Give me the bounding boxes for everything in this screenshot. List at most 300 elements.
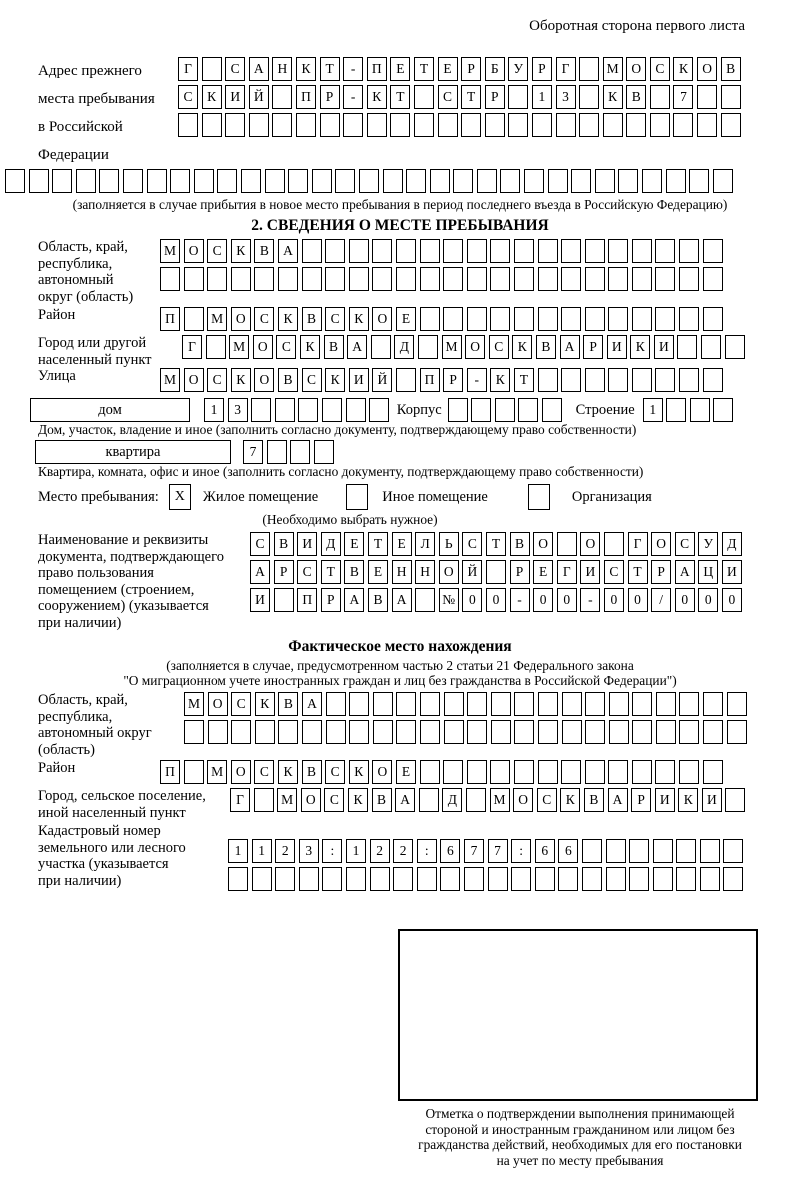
char-cell[interactable]: П — [296, 85, 316, 109]
char-cell[interactable] — [372, 267, 392, 291]
char-cell[interactable] — [585, 267, 605, 291]
char-cell[interactable] — [679, 692, 699, 716]
char-cell[interactable]: И — [655, 788, 675, 812]
char-cell[interactable] — [249, 113, 269, 137]
char-cell[interactable] — [414, 113, 434, 137]
char-cell[interactable]: О — [372, 760, 392, 784]
char-cell[interactable] — [701, 335, 721, 359]
char-cell[interactable]: - — [467, 368, 487, 392]
char-cell[interactable]: А — [608, 788, 628, 812]
char-cell[interactable]: Т — [628, 560, 648, 584]
char-cell[interactable] — [488, 867, 508, 891]
checkbox-organizatsiya[interactable] — [528, 484, 550, 510]
char-cell[interactable] — [608, 368, 628, 392]
char-cell[interactable] — [467, 720, 487, 744]
char-cell[interactable] — [703, 692, 723, 716]
char-cell[interactable] — [406, 169, 426, 193]
char-cell[interactable]: В — [274, 532, 294, 556]
char-cell[interactable]: 7 — [464, 839, 484, 863]
char-cell[interactable] — [561, 368, 581, 392]
char-cell[interactable]: О — [253, 335, 273, 359]
char-cell[interactable] — [490, 267, 510, 291]
char-cell[interactable] — [241, 169, 261, 193]
char-cell[interactable]: Т — [514, 368, 534, 392]
char-cell[interactable]: 1 — [346, 839, 366, 863]
char-cell[interactable]: Н — [392, 560, 412, 584]
char-cell[interactable]: В — [278, 692, 298, 716]
char-cell[interactable] — [326, 692, 346, 716]
char-cell[interactable]: Ь — [439, 532, 459, 556]
char-cell[interactable] — [556, 113, 576, 137]
char-cell[interactable] — [656, 692, 676, 716]
char-cell[interactable]: Т — [461, 85, 481, 109]
char-cell[interactable] — [371, 335, 391, 359]
char-cell[interactable]: Т — [321, 560, 341, 584]
char-cell[interactable] — [349, 239, 369, 263]
char-cell[interactable]: К — [348, 788, 368, 812]
char-cell[interactable]: 0 — [557, 588, 577, 612]
char-cell[interactable] — [579, 113, 599, 137]
char-cell[interactable] — [302, 267, 322, 291]
char-cell[interactable] — [326, 720, 346, 744]
char-cell[interactable]: Р — [532, 57, 552, 81]
char-cell[interactable]: Д — [321, 532, 341, 556]
char-cell[interactable] — [548, 169, 568, 193]
char-cell[interactable] — [676, 867, 696, 891]
char-cell[interactable] — [721, 113, 741, 137]
char-cell[interactable] — [255, 720, 275, 744]
char-cell[interactable] — [275, 867, 295, 891]
char-cell[interactable] — [99, 169, 119, 193]
char-cell[interactable] — [206, 335, 226, 359]
char-cell[interactable] — [655, 307, 675, 331]
char-cell[interactable]: 0 — [675, 588, 695, 612]
char-cell[interactable] — [52, 169, 72, 193]
char-cell[interactable]: К — [367, 85, 387, 109]
char-cell[interactable] — [314, 440, 334, 464]
char-cell[interactable] — [721, 85, 741, 109]
char-cell[interactable]: И — [702, 788, 722, 812]
char-cell[interactable] — [466, 788, 486, 812]
char-cell[interactable] — [609, 720, 629, 744]
char-cell[interactable]: М — [184, 692, 204, 716]
char-cell[interactable] — [346, 398, 366, 422]
char-cell[interactable] — [582, 867, 602, 891]
char-cell[interactable]: 6 — [440, 839, 460, 863]
char-cell[interactable] — [490, 239, 510, 263]
char-cell[interactable]: Д — [442, 788, 462, 812]
char-cell[interactable] — [420, 267, 440, 291]
char-cell[interactable] — [396, 239, 416, 263]
char-cell[interactable] — [697, 85, 717, 109]
char-cell[interactable]: 2 — [275, 839, 295, 863]
char-cell[interactable]: 0 — [486, 588, 506, 612]
char-cell[interactable]: И — [654, 335, 674, 359]
char-cell[interactable] — [359, 169, 379, 193]
char-cell[interactable] — [207, 267, 227, 291]
char-cell[interactable] — [373, 720, 393, 744]
char-cell[interactable]: С — [604, 560, 624, 584]
char-cell[interactable] — [490, 307, 510, 331]
char-cell[interactable] — [184, 307, 204, 331]
char-cell[interactable] — [511, 867, 531, 891]
char-cell[interactable]: С — [325, 760, 345, 784]
char-cell[interactable]: 0 — [722, 588, 742, 612]
char-cell[interactable]: 3 — [228, 398, 248, 422]
char-cell[interactable] — [443, 760, 463, 784]
char-cell[interactable]: - — [343, 57, 363, 81]
char-cell[interactable] — [700, 867, 720, 891]
char-cell[interactable] — [514, 692, 534, 716]
char-cell[interactable] — [595, 169, 615, 193]
char-cell[interactable]: О — [626, 57, 646, 81]
char-cell[interactable]: Е — [533, 560, 553, 584]
char-cell[interactable]: П — [420, 368, 440, 392]
char-cell[interactable] — [444, 692, 464, 716]
char-cell[interactable] — [420, 307, 440, 331]
char-cell[interactable]: С — [254, 307, 274, 331]
char-cell[interactable]: - — [343, 85, 363, 109]
char-cell[interactable]: В — [302, 307, 322, 331]
char-cell[interactable]: 0 — [698, 588, 718, 612]
char-cell[interactable] — [713, 169, 733, 193]
char-cell[interactable]: Й — [249, 85, 269, 109]
char-cell[interactable]: Р — [461, 57, 481, 81]
char-cell[interactable]: О — [465, 335, 485, 359]
char-cell[interactable] — [650, 113, 670, 137]
char-cell[interactable] — [443, 267, 463, 291]
char-cell[interactable] — [299, 867, 319, 891]
char-cell[interactable] — [677, 335, 697, 359]
char-cell[interactable]: 3 — [556, 85, 576, 109]
char-cell[interactable]: Т — [414, 57, 434, 81]
char-cell[interactable]: 7 — [488, 839, 508, 863]
char-cell[interactable] — [302, 720, 322, 744]
char-cell[interactable] — [703, 307, 723, 331]
char-cell[interactable] — [430, 169, 450, 193]
char-cell[interactable] — [727, 692, 747, 716]
char-cell[interactable]: 0 — [628, 588, 648, 612]
char-cell[interactable]: С — [325, 307, 345, 331]
char-cell[interactable] — [415, 588, 435, 612]
char-cell[interactable] — [272, 113, 292, 137]
char-cell[interactable]: О — [372, 307, 392, 331]
char-cell[interactable]: К — [231, 239, 251, 263]
char-cell[interactable] — [440, 867, 460, 891]
char-cell[interactable]: Б — [485, 57, 505, 81]
char-cell[interactable] — [603, 113, 623, 137]
char-cell[interactable]: У — [508, 57, 528, 81]
char-cell[interactable] — [302, 239, 322, 263]
char-cell[interactable] — [676, 839, 696, 863]
char-cell[interactable] — [632, 720, 652, 744]
char-cell[interactable]: С — [207, 368, 227, 392]
char-cell[interactable] — [396, 692, 416, 716]
char-cell[interactable] — [632, 239, 652, 263]
char-cell[interactable] — [267, 440, 287, 464]
char-cell[interactable]: Р — [320, 85, 340, 109]
char-cell[interactable] — [420, 720, 440, 744]
char-cell[interactable]: К — [325, 368, 345, 392]
char-cell[interactable]: В — [536, 335, 556, 359]
char-cell[interactable] — [29, 169, 49, 193]
char-cell[interactable]: В — [344, 560, 364, 584]
char-cell[interactable]: Г — [230, 788, 250, 812]
char-cell[interactable]: С — [276, 335, 296, 359]
char-cell[interactable]: Р — [631, 788, 651, 812]
char-cell[interactable]: В — [368, 588, 388, 612]
char-cell[interactable] — [689, 169, 709, 193]
char-cell[interactable]: А — [395, 788, 415, 812]
char-cell[interactable]: М — [229, 335, 249, 359]
char-cell[interactable]: С — [324, 788, 344, 812]
char-cell[interactable]: Р — [274, 560, 294, 584]
char-cell[interactable] — [655, 368, 675, 392]
char-cell[interactable]: : — [417, 839, 437, 863]
char-cell[interactable]: Й — [462, 560, 482, 584]
char-cell[interactable]: П — [160, 307, 180, 331]
char-cell[interactable]: В — [302, 760, 322, 784]
char-cell[interactable]: В — [372, 788, 392, 812]
char-cell[interactable] — [438, 113, 458, 137]
char-cell[interactable]: С — [438, 85, 458, 109]
char-cell[interactable] — [632, 267, 652, 291]
char-cell[interactable] — [383, 169, 403, 193]
char-cell[interactable]: С — [675, 532, 695, 556]
char-cell[interactable]: : — [511, 839, 531, 863]
char-cell[interactable] — [655, 267, 675, 291]
char-cell[interactable]: С — [537, 788, 557, 812]
char-cell[interactable] — [346, 867, 366, 891]
char-cell[interactable]: Е — [396, 760, 416, 784]
char-cell[interactable] — [723, 839, 743, 863]
char-cell[interactable]: В — [584, 788, 604, 812]
char-cell[interactable] — [655, 239, 675, 263]
char-cell[interactable]: 1 — [204, 398, 224, 422]
char-cell[interactable]: К — [300, 335, 320, 359]
char-cell[interactable] — [557, 532, 577, 556]
char-cell[interactable]: 2 — [393, 839, 413, 863]
char-cell[interactable] — [461, 113, 481, 137]
char-cell[interactable] — [538, 760, 558, 784]
char-cell[interactable] — [561, 307, 581, 331]
char-cell[interactable] — [679, 239, 699, 263]
char-cell[interactable] — [585, 692, 605, 716]
char-cell[interactable] — [322, 867, 342, 891]
char-cell[interactable]: И — [580, 560, 600, 584]
char-cell[interactable]: С — [178, 85, 198, 109]
char-cell[interactable] — [225, 113, 245, 137]
char-cell[interactable] — [290, 440, 310, 464]
char-cell[interactable] — [453, 169, 473, 193]
char-cell[interactable] — [278, 267, 298, 291]
char-cell[interactable]: М — [160, 239, 180, 263]
char-cell[interactable] — [650, 85, 670, 109]
char-cell[interactable]: А — [249, 57, 269, 81]
char-cell[interactable] — [372, 239, 392, 263]
char-cell[interactable] — [370, 867, 390, 891]
char-cell[interactable]: Е — [344, 532, 364, 556]
char-cell[interactable]: Й — [372, 368, 392, 392]
char-cell[interactable] — [725, 335, 745, 359]
char-cell[interactable] — [535, 867, 555, 891]
char-cell[interactable]: У — [698, 532, 718, 556]
char-cell[interactable]: В — [324, 335, 344, 359]
char-cell[interactable] — [312, 169, 332, 193]
char-cell[interactable] — [390, 113, 410, 137]
char-cell[interactable]: 0 — [462, 588, 482, 612]
char-cell[interactable] — [514, 720, 534, 744]
char-cell[interactable] — [642, 169, 662, 193]
char-cell[interactable]: К — [255, 692, 275, 716]
char-cell[interactable]: А — [560, 335, 580, 359]
char-cell[interactable]: И — [297, 532, 317, 556]
char-cell[interactable] — [697, 113, 717, 137]
char-cell[interactable]: - — [580, 588, 600, 612]
char-cell[interactable] — [700, 839, 720, 863]
char-cell[interactable] — [296, 113, 316, 137]
char-cell[interactable] — [252, 867, 272, 891]
char-cell[interactable] — [178, 113, 198, 137]
char-cell[interactable] — [278, 720, 298, 744]
char-cell[interactable] — [666, 398, 686, 422]
char-cell[interactable] — [217, 169, 237, 193]
char-cell[interactable] — [467, 307, 487, 331]
char-cell[interactable] — [608, 239, 628, 263]
char-cell[interactable] — [272, 85, 292, 109]
char-cell[interactable] — [170, 169, 190, 193]
char-cell[interactable] — [626, 113, 646, 137]
char-cell[interactable] — [467, 760, 487, 784]
char-cell[interactable] — [618, 169, 638, 193]
char-cell[interactable]: - — [510, 588, 530, 612]
char-cell[interactable]: К — [231, 368, 251, 392]
char-cell[interactable] — [208, 720, 228, 744]
char-cell[interactable] — [265, 169, 285, 193]
char-cell[interactable] — [418, 335, 438, 359]
char-cell[interactable]: К — [202, 85, 222, 109]
char-cell[interactable]: 7 — [673, 85, 693, 109]
char-cell[interactable]: А — [392, 588, 412, 612]
char-cell[interactable]: О — [231, 307, 251, 331]
char-cell[interactable] — [655, 760, 675, 784]
char-cell[interactable]: 7 — [243, 440, 263, 464]
char-cell[interactable] — [608, 267, 628, 291]
char-cell[interactable]: О — [697, 57, 717, 81]
char-cell[interactable] — [561, 760, 581, 784]
char-cell[interactable] — [288, 169, 308, 193]
char-cell[interactable] — [393, 867, 413, 891]
char-cell[interactable] — [713, 398, 733, 422]
char-cell[interactable]: Р — [651, 560, 671, 584]
char-cell[interactable]: Г — [557, 560, 577, 584]
char-cell[interactable] — [274, 588, 294, 612]
char-cell[interactable]: К — [630, 335, 650, 359]
char-cell[interactable]: В — [510, 532, 530, 556]
char-cell[interactable]: 6 — [535, 839, 555, 863]
char-cell[interactable] — [254, 267, 274, 291]
char-cell[interactable] — [538, 692, 558, 716]
char-cell[interactable] — [514, 307, 534, 331]
char-cell[interactable]: С — [254, 760, 274, 784]
char-cell[interactable] — [184, 720, 204, 744]
char-cell[interactable] — [673, 113, 693, 137]
char-cell[interactable] — [417, 867, 437, 891]
char-cell[interactable] — [202, 113, 222, 137]
char-cell[interactable] — [579, 57, 599, 81]
char-cell[interactable]: Р — [321, 588, 341, 612]
char-cell[interactable]: К — [296, 57, 316, 81]
char-cell[interactable] — [666, 169, 686, 193]
char-cell[interactable] — [609, 692, 629, 716]
char-cell[interactable]: О — [208, 692, 228, 716]
char-cell[interactable] — [538, 267, 558, 291]
char-cell[interactable]: Т — [320, 57, 340, 81]
char-cell[interactable]: Л — [415, 532, 435, 556]
char-cell[interactable] — [123, 169, 143, 193]
char-cell[interactable] — [703, 760, 723, 784]
char-cell[interactable] — [579, 85, 599, 109]
char-cell[interactable] — [349, 692, 369, 716]
char-cell[interactable] — [703, 239, 723, 263]
char-cell[interactable] — [585, 720, 605, 744]
char-cell[interactable] — [443, 239, 463, 263]
char-cell[interactable] — [486, 560, 506, 584]
char-cell[interactable]: М — [207, 307, 227, 331]
char-cell[interactable]: С — [297, 560, 317, 584]
char-cell[interactable] — [518, 398, 538, 422]
char-cell[interactable] — [608, 760, 628, 784]
char-cell[interactable]: Д — [394, 335, 414, 359]
char-cell[interactable] — [508, 85, 528, 109]
char-cell[interactable]: Е — [392, 532, 412, 556]
char-cell[interactable]: О — [533, 532, 553, 556]
char-cell[interactable] — [464, 867, 484, 891]
char-cell[interactable] — [582, 839, 602, 863]
char-cell[interactable] — [491, 720, 511, 744]
char-cell[interactable] — [485, 113, 505, 137]
char-cell[interactable] — [491, 692, 511, 716]
char-cell[interactable]: П — [160, 760, 180, 784]
char-cell[interactable] — [322, 398, 342, 422]
char-cell[interactable]: О — [184, 368, 204, 392]
checkbox-zhiloe[interactable]: X — [169, 484, 191, 510]
char-cell[interactable] — [420, 239, 440, 263]
char-cell[interactable]: О — [231, 760, 251, 784]
char-cell[interactable]: Е — [396, 307, 416, 331]
char-cell[interactable] — [653, 867, 673, 891]
char-cell[interactable] — [538, 368, 558, 392]
char-cell[interactable]: М — [277, 788, 297, 812]
char-cell[interactable] — [335, 169, 355, 193]
char-cell[interactable]: Н — [272, 57, 292, 81]
char-cell[interactable] — [679, 368, 699, 392]
char-cell[interactable] — [420, 692, 440, 716]
char-cell[interactable]: 0 — [604, 588, 624, 612]
char-cell[interactable] — [202, 57, 222, 81]
char-cell[interactable] — [632, 760, 652, 784]
char-cell[interactable]: Р — [583, 335, 603, 359]
char-cell[interactable] — [414, 85, 434, 109]
char-cell[interactable] — [532, 113, 552, 137]
char-cell[interactable]: П — [297, 588, 317, 612]
char-cell[interactable]: М — [603, 57, 623, 81]
char-cell[interactable] — [606, 867, 626, 891]
char-cell[interactable] — [495, 398, 515, 422]
char-cell[interactable] — [467, 692, 487, 716]
char-cell[interactable] — [632, 692, 652, 716]
char-cell[interactable]: 0 — [533, 588, 553, 612]
